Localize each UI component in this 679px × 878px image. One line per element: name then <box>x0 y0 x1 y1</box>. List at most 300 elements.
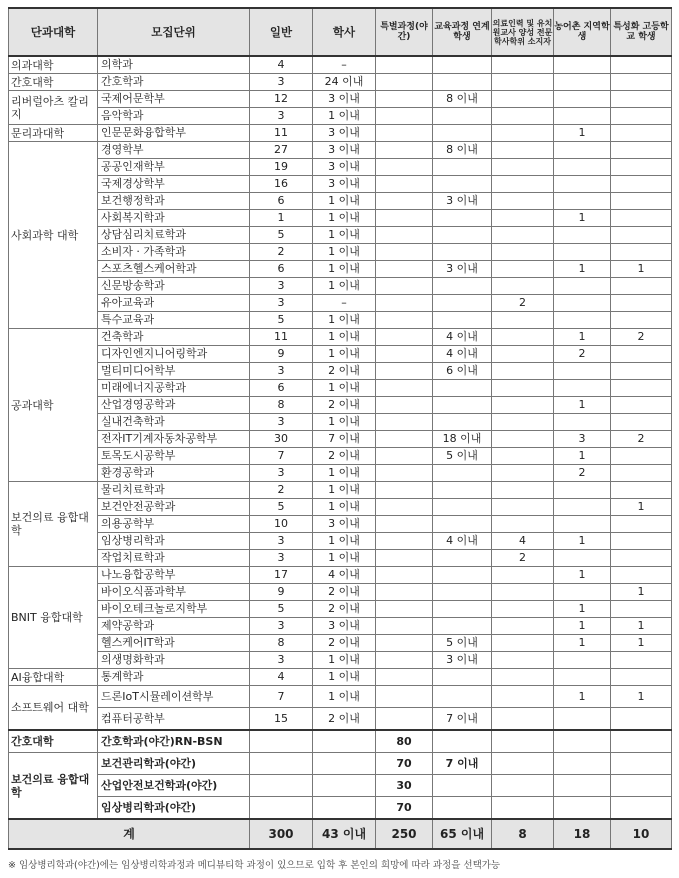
unit-cell: 작업치료학과 <box>98 550 250 567</box>
rural-cell: 1 <box>554 618 611 635</box>
specialized-cell <box>611 730 672 753</box>
specialized-cell <box>611 482 672 499</box>
specialized-cell <box>611 465 672 482</box>
college-cell: 문리과대학 <box>9 125 98 142</box>
table-row <box>9 753 672 775</box>
table-row <box>9 193 672 210</box>
table-row <box>9 397 672 414</box>
table-row <box>9 295 672 312</box>
table-row <box>9 516 672 533</box>
rural-cell <box>554 363 611 380</box>
special-cell <box>376 159 433 176</box>
rural-cell: 1 <box>554 261 611 278</box>
total-label: 계 <box>9 819 250 849</box>
specialized-cell <box>611 210 672 227</box>
special-cell <box>376 125 433 142</box>
bachelor-cell <box>313 797 376 820</box>
bachelor-cell: 1 이내 <box>313 669 376 686</box>
unit-cell: 토목도시공학부 <box>98 448 250 465</box>
bachelor-cell: 1 이내 <box>313 210 376 227</box>
linked-cell <box>433 618 492 635</box>
general-cell: 3 <box>250 652 313 669</box>
general-cell: 17 <box>250 567 313 584</box>
specialized-cell: 1 <box>611 618 672 635</box>
specialized-cell: 1 <box>611 635 672 652</box>
table-row <box>9 91 672 108</box>
specialized-cell <box>611 295 672 312</box>
medical-cell <box>492 431 554 448</box>
specialized-cell: 1 <box>611 686 672 708</box>
college-cell: 보건의료 융합대학 <box>9 753 98 820</box>
rural-cell <box>554 550 611 567</box>
linked-cell <box>433 278 492 295</box>
general-cell: 9 <box>250 346 313 363</box>
table-row <box>9 499 672 516</box>
college-cell: AI융합대학 <box>9 669 98 686</box>
rural-cell: 1 <box>554 329 611 346</box>
table-row <box>9 652 672 669</box>
rural-cell <box>554 312 611 329</box>
medical-cell <box>492 482 554 499</box>
special-cell <box>376 227 433 244</box>
medical-cell <box>492 601 554 618</box>
bachelor-cell: 1 이내 <box>313 312 376 329</box>
header-general: 일반 <box>250 8 313 56</box>
table-row <box>9 601 672 618</box>
general-cell: 6 <box>250 261 313 278</box>
college-cell: 간호대학 <box>9 730 98 753</box>
medical-cell <box>492 686 554 708</box>
specialized-cell: 1 <box>611 261 672 278</box>
special-cell <box>376 244 433 261</box>
table-row <box>9 431 672 448</box>
linked-cell <box>433 414 492 431</box>
specialized-cell <box>611 448 672 465</box>
unit-cell: 국제경상학부 <box>98 176 250 193</box>
table-row <box>9 380 672 397</box>
rural-cell <box>554 380 611 397</box>
unit-cell: 임상병리학과(야간) <box>98 797 250 820</box>
bachelor-cell <box>313 775 376 797</box>
special-cell <box>376 708 433 731</box>
unit-cell: 통계학과 <box>98 669 250 686</box>
medical-cell <box>492 312 554 329</box>
college-cell: 리버럴아츠 칼리지 <box>9 91 98 125</box>
linked-cell <box>433 601 492 618</box>
specialized-cell <box>611 380 672 397</box>
special-cell: 70 <box>376 797 433 820</box>
footnote: ※ 임상병리학과(야간)에는 임상병리학과정과 메디뷰티학 과정이 있으므로 입학 후 본인의 희망에 따라 과정을 선택가능 <box>8 860 501 871</box>
specialized-cell: 2 <box>611 431 672 448</box>
linked-cell: 4 이내 <box>433 329 492 346</box>
table-row <box>9 346 672 363</box>
table-row <box>9 278 672 295</box>
unit-cell: 스포츠헬스케어학과 <box>98 261 250 278</box>
unit-cell: 공공인재학부 <box>98 159 250 176</box>
unit-cell: 헬스케어IT학과 <box>98 635 250 652</box>
rural-cell <box>554 56 611 74</box>
bachelor-cell: 1 이내 <box>313 329 376 346</box>
bachelor-cell: 3 이내 <box>313 159 376 176</box>
unit-cell: 신문방송학과 <box>98 278 250 295</box>
bachelor-cell: 2 이내 <box>313 635 376 652</box>
medical-cell <box>492 397 554 414</box>
unit-cell: 보건관리학과(야간) <box>98 753 250 775</box>
rural-cell: 2 <box>554 346 611 363</box>
general-cell: 7 <box>250 448 313 465</box>
special-cell <box>376 193 433 210</box>
special-cell <box>376 601 433 618</box>
linked-cell <box>433 56 492 74</box>
unit-cell: 전자IT기계자동차공학부 <box>98 431 250 448</box>
linked-cell: 5 이내 <box>433 635 492 652</box>
rural-cell <box>554 753 611 775</box>
general-cell: 15 <box>250 708 313 731</box>
rural-cell <box>554 159 611 176</box>
specialized-cell <box>611 227 672 244</box>
unit-cell: 의용공학부 <box>98 516 250 533</box>
specialized-cell <box>611 193 672 210</box>
specialized-cell <box>611 533 672 550</box>
rural-cell: 1 <box>554 397 611 414</box>
general-cell: 2 <box>250 244 313 261</box>
general-cell <box>250 797 313 820</box>
bachelor-cell: 3 이내 <box>313 91 376 108</box>
table-row <box>9 74 672 91</box>
specialized-cell <box>611 516 672 533</box>
general-cell: 11 <box>250 125 313 142</box>
specialized-cell <box>611 397 672 414</box>
unit-cell: 특수교육과 <box>98 312 250 329</box>
general-cell <box>250 730 313 753</box>
medical-cell <box>492 261 554 278</box>
rural-cell <box>554 730 611 753</box>
college-cell: 의과대학 <box>9 56 98 74</box>
table-row <box>9 108 672 125</box>
bachelor-cell: 1 이내 <box>313 261 376 278</box>
total-general: 300 <box>250 819 313 849</box>
table-row <box>9 244 672 261</box>
bachelor-cell: 1 이내 <box>313 652 376 669</box>
rural-cell <box>554 499 611 516</box>
specialized-cell <box>611 652 672 669</box>
medical-cell: 2 <box>492 550 554 567</box>
table-row <box>9 635 672 652</box>
total-medical: 8 <box>492 819 554 849</box>
special-cell <box>376 261 433 278</box>
general-cell: 12 <box>250 91 313 108</box>
medical-cell <box>492 584 554 601</box>
specialized-cell <box>611 363 672 380</box>
specialized-cell <box>611 142 672 159</box>
unit-cell: 음악학과 <box>98 108 250 125</box>
rural-cell <box>554 669 611 686</box>
table-row <box>9 567 672 584</box>
medical-cell: 2 <box>492 295 554 312</box>
general-cell: 5 <box>250 312 313 329</box>
specialized-cell <box>611 312 672 329</box>
specialized-cell: 2 <box>611 329 672 346</box>
linked-cell <box>433 108 492 125</box>
header-medical-teacher: 의료인력 및 유치원교사 양성 전문학사학위 소지자 <box>492 8 554 56</box>
unit-cell: 산업안전보건학과(야간) <box>98 775 250 797</box>
header-special-evening: 특별과정(야간) <box>376 8 433 56</box>
special-cell <box>376 550 433 567</box>
specialized-cell <box>611 669 672 686</box>
linked-cell: 7 이내 <box>433 753 492 775</box>
medical-cell <box>492 567 554 584</box>
unit-cell: 사회복지학과 <box>98 210 250 227</box>
medical-cell <box>492 346 554 363</box>
table-row <box>9 533 672 550</box>
bachelor-cell: 1 이내 <box>313 533 376 550</box>
header-unit: 모집단위 <box>98 8 250 56</box>
bachelor-cell: 1 이내 <box>313 193 376 210</box>
unit-cell: 바이오식품과학부 <box>98 584 250 601</box>
bachelor-cell <box>313 753 376 775</box>
special-cell <box>376 652 433 669</box>
unit-cell: 실내건축학과 <box>98 414 250 431</box>
header-bachelor: 학사 <box>313 8 376 56</box>
rural-cell: 1 <box>554 448 611 465</box>
medical-cell <box>492 210 554 227</box>
table-row <box>9 210 672 227</box>
unit-cell: 보건안전공학과 <box>98 499 250 516</box>
special-cell <box>376 686 433 708</box>
bachelor-cell: 3 이내 <box>313 176 376 193</box>
unit-cell: 디자인엔지니어링학과 <box>98 346 250 363</box>
general-cell: 3 <box>250 278 313 295</box>
special-cell <box>376 465 433 482</box>
general-cell: 1 <box>250 210 313 227</box>
specialized-cell <box>611 550 672 567</box>
special-cell <box>376 142 433 159</box>
table-header-row <box>9 8 672 56</box>
rural-cell: 1 <box>554 567 611 584</box>
medical-cell <box>492 227 554 244</box>
rural-cell <box>554 516 611 533</box>
bachelor-cell: 2 이내 <box>313 584 376 601</box>
linked-cell <box>433 210 492 227</box>
linked-cell <box>433 227 492 244</box>
college-cell: BNIT 융합대학 <box>9 567 98 669</box>
linked-cell <box>433 584 492 601</box>
medical-cell <box>492 329 554 346</box>
rural-cell <box>554 775 611 797</box>
bachelor-cell: 1 이내 <box>313 686 376 708</box>
unit-cell: 소비자 · 가족학과 <box>98 244 250 261</box>
general-cell: 9 <box>250 584 313 601</box>
special-cell <box>376 482 433 499</box>
special-cell <box>376 380 433 397</box>
unit-cell: 컴퓨터공학부 <box>98 708 250 731</box>
unit-cell: 국제어문학부 <box>98 91 250 108</box>
table-row <box>9 465 672 482</box>
special-cell <box>376 210 433 227</box>
unit-cell: 의생명화학과 <box>98 652 250 669</box>
medical-cell <box>492 499 554 516</box>
special-cell <box>376 431 433 448</box>
total-bachelor: 43 이내 <box>313 819 376 849</box>
rural-cell <box>554 652 611 669</box>
table-row <box>9 159 672 176</box>
table-row <box>9 775 672 797</box>
rural-cell <box>554 176 611 193</box>
bachelor-cell: 2 이내 <box>313 448 376 465</box>
special-cell <box>376 278 433 295</box>
header-rural: 농어촌 지역학생 <box>554 8 611 56</box>
medical-cell <box>492 363 554 380</box>
table-row <box>9 448 672 465</box>
general-cell: 8 <box>250 635 313 652</box>
rural-cell: 3 <box>554 431 611 448</box>
medical-cell <box>492 91 554 108</box>
general-cell: 16 <box>250 176 313 193</box>
rural-cell <box>554 91 611 108</box>
specialized-cell <box>611 74 672 91</box>
specialized-cell <box>611 601 672 618</box>
rural-cell: 1 <box>554 601 611 618</box>
medical-cell <box>492 618 554 635</box>
special-cell <box>376 74 433 91</box>
header-college: 단과대학 <box>9 8 98 56</box>
rural-cell <box>554 584 611 601</box>
bachelor-cell: 2 이내 <box>313 601 376 618</box>
medical-cell <box>492 142 554 159</box>
linked-cell: 3 이내 <box>433 652 492 669</box>
bachelor-cell: 2 이내 <box>313 363 376 380</box>
total-rural: 18 <box>554 819 611 849</box>
bachelor-cell: 1 이내 <box>313 278 376 295</box>
table-row <box>9 56 672 74</box>
table-row <box>9 708 672 731</box>
total-row <box>9 819 672 849</box>
specialized-cell <box>611 753 672 775</box>
admission-quota-table <box>8 7 672 850</box>
linked-cell <box>433 244 492 261</box>
header-curriculum-linked: 교육과정 연계 학생 <box>433 8 492 56</box>
special-cell <box>376 295 433 312</box>
linked-cell: 3 이내 <box>433 193 492 210</box>
rural-cell <box>554 108 611 125</box>
linked-cell: 8 이내 <box>433 91 492 108</box>
linked-cell: 5 이내 <box>433 448 492 465</box>
unit-cell: 의학과 <box>98 56 250 74</box>
medical-cell <box>492 108 554 125</box>
special-cell <box>376 414 433 431</box>
medical-cell <box>492 193 554 210</box>
bachelor-cell: 24 이내 <box>313 74 376 91</box>
bachelor-cell: 1 이내 <box>313 346 376 363</box>
college-cell: 공과대학 <box>9 329 98 482</box>
special-cell <box>376 448 433 465</box>
specialized-cell <box>611 797 672 820</box>
bachelor-cell: 4 이내 <box>313 567 376 584</box>
table-row <box>9 261 672 278</box>
unit-cell: 인문문화융합학부 <box>98 125 250 142</box>
linked-cell <box>433 125 492 142</box>
specialized-cell: 1 <box>611 499 672 516</box>
specialized-cell <box>611 244 672 261</box>
medical-cell <box>492 380 554 397</box>
medical-cell <box>492 244 554 261</box>
bachelor-cell: 1 이내 <box>313 380 376 397</box>
rural-cell: 1 <box>554 533 611 550</box>
medical-cell <box>492 465 554 482</box>
special-cell <box>376 533 433 550</box>
linked-cell <box>433 74 492 91</box>
college-cell: 소프트웨어 대학 <box>9 686 98 731</box>
table-row <box>9 618 672 635</box>
general-cell: 6 <box>250 380 313 397</box>
specialized-cell <box>611 775 672 797</box>
special-cell <box>376 346 433 363</box>
medical-cell <box>492 74 554 91</box>
linked-cell: 7 이내 <box>433 708 492 731</box>
table-row <box>9 584 672 601</box>
bachelor-cell: 1 이내 <box>313 465 376 482</box>
unit-cell: 나노융합공학부 <box>98 567 250 584</box>
medical-cell <box>492 652 554 669</box>
linked-cell <box>433 797 492 820</box>
medical-cell <box>492 708 554 731</box>
table-row <box>9 312 672 329</box>
special-cell <box>376 108 433 125</box>
medical-cell <box>492 730 554 753</box>
general-cell: 6 <box>250 193 313 210</box>
special-cell <box>376 618 433 635</box>
linked-cell <box>433 176 492 193</box>
unit-cell: 보건행정학과 <box>98 193 250 210</box>
bachelor-cell: 1 이내 <box>313 108 376 125</box>
specialized-cell <box>611 56 672 74</box>
linked-cell: 8 이내 <box>433 142 492 159</box>
table-row <box>9 227 672 244</box>
unit-cell: 멀티미디어학부 <box>98 363 250 380</box>
linked-cell <box>433 550 492 567</box>
rural-cell <box>554 708 611 731</box>
unit-cell: 건축학과 <box>98 329 250 346</box>
general-cell: 8 <box>250 397 313 414</box>
specialized-cell <box>611 567 672 584</box>
special-cell <box>376 312 433 329</box>
table-row <box>9 482 672 499</box>
general-cell: 2 <box>250 482 313 499</box>
general-cell <box>250 753 313 775</box>
bachelor-cell <box>313 730 376 753</box>
general-cell: 30 <box>250 431 313 448</box>
special-cell <box>376 363 433 380</box>
rural-cell: 2 <box>554 465 611 482</box>
rural-cell <box>554 278 611 295</box>
table-row <box>9 730 672 753</box>
table-row <box>9 686 672 708</box>
general-cell: 3 <box>250 363 313 380</box>
rural-cell <box>554 414 611 431</box>
linked-cell <box>433 686 492 708</box>
table-row <box>9 669 672 686</box>
linked-cell: 18 이내 <box>433 431 492 448</box>
general-cell: 3 <box>250 414 313 431</box>
specialized-cell <box>611 708 672 731</box>
college-cell: 보건의료 융합대학 <box>9 482 98 567</box>
bachelor-cell: 1 이내 <box>313 550 376 567</box>
general-cell: 3 <box>250 550 313 567</box>
general-cell: 3 <box>250 533 313 550</box>
linked-cell <box>433 159 492 176</box>
unit-cell: 산업경영공학과 <box>98 397 250 414</box>
table-row <box>9 414 672 431</box>
